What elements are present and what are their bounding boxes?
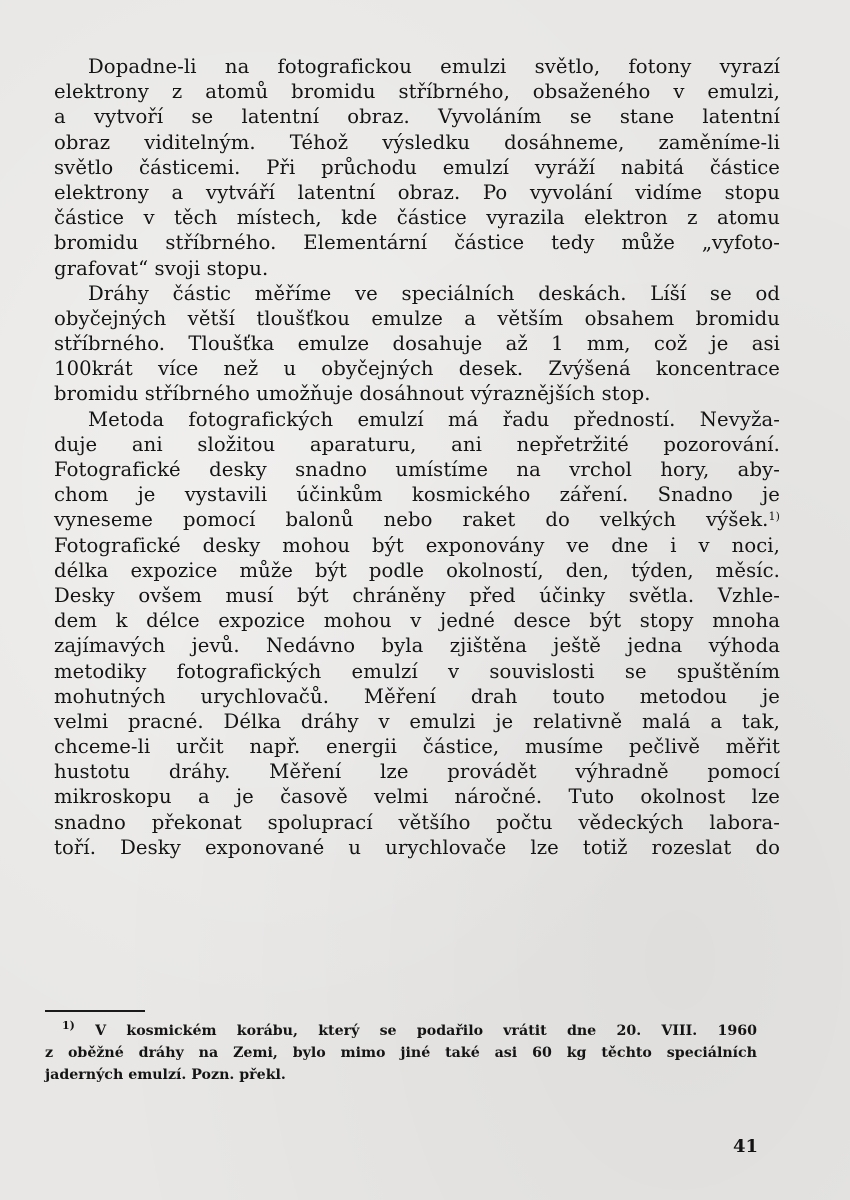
text-line: snadno překonat spoluprací většího počtu vědeckých labora- bbox=[54, 810, 780, 834]
text-line: mikroskopu a je časově velmi náročné. Tuto okolnost lze bbox=[54, 785, 780, 809]
text-line: hustotu dráhy. Měření lze provádět výhradně pomocí bbox=[54, 760, 780, 784]
text-line: metodiky fotografických emulzí v souvislosti se spuštěním bbox=[54, 659, 780, 683]
text-line: bromidu stříbrného umožňuje dosáhnout výraznějších stop. bbox=[54, 382, 651, 406]
footnote-line: z oběžné dráhy na Zemi, bylo mimo jiné také asi 60 kg těchto speciálních bbox=[45, 1045, 757, 1061]
paragraph-2 bbox=[54, 281, 780, 407]
text-line: stříbrného. Tloušťka emulze dosahuje až 1 mm, což je asi bbox=[54, 332, 780, 356]
footnote-line: jaderných emulzí. Pozn. překl. bbox=[45, 1067, 286, 1083]
text-line: Dopadne-li na fotografickou emulzi světlo, fotony vyrazí bbox=[88, 55, 780, 78]
text-line: obyčejných větší tloušťkou emulze a větším obsahem bromidu bbox=[54, 306, 780, 330]
text-line: částice v těch místech, kde částice vyrazila elektron z atomu bbox=[54, 206, 780, 230]
text-line: Desky ovšem musí být chráněny před účinky světla. Vzhle- bbox=[54, 583, 780, 607]
text-line: dem k délce expozice mohou v jedné desce být stopy mnoha bbox=[54, 609, 780, 633]
text-line: chom je vystavili účinkům kosmického záření. Snadno je bbox=[54, 483, 780, 507]
footnote-marker: 1) bbox=[62, 1019, 75, 1032]
text-line: zajímavých jevů. Nedávno byla zjištěna ještě jedna výhoda bbox=[54, 634, 780, 658]
main-text bbox=[54, 54, 780, 860]
text-line: bromidu stříbrného. Elementární částice tedy může „vyfoto- bbox=[54, 231, 780, 255]
text-line-with-footnote-ref bbox=[54, 507, 780, 532]
text-line: elektrony a vytváří latentní obraz. Po vyvolání vidíme stopu bbox=[54, 180, 780, 204]
text-line: chceme-li určit např. energii částice, musíme pečlivě měřit bbox=[54, 735, 780, 759]
text-line: Dráhy částic měříme ve speciálních deskách. Líší se od bbox=[88, 281, 780, 305]
paragraph-3 bbox=[54, 407, 780, 860]
footnote bbox=[45, 1020, 757, 1086]
text-line: mohutných urychlovačů. Měření drah touto metodou je bbox=[54, 684, 780, 708]
text-line: délka expozice může být podle okolností, den, týden, měsíc. bbox=[54, 558, 780, 582]
page-number: 41 bbox=[733, 1136, 759, 1157]
paragraph-1 bbox=[54, 54, 780, 281]
text-line: a vytvoří se latentní obraz. Vyvoláním se stane latentní bbox=[54, 105, 780, 129]
footnote-separator bbox=[45, 1010, 145, 1012]
text-line: duje ani složitou aparaturu, ani nepřetržité pozorování. bbox=[54, 432, 780, 456]
footnote-text: V kosmickém korábu, který se podařilo vrátit dne 20. VIII. 1960 bbox=[95, 1023, 757, 1039]
text-line: 100krát více než u obyčejných desek. Zvýšená koncentrace bbox=[54, 357, 780, 381]
text-line: toří. Desky exponované u urychlovače lze totiž rozeslat do bbox=[54, 835, 780, 859]
text-line: Fotografické desky mohou být exponovány ve dne i v noci, bbox=[54, 533, 780, 557]
footnote-reference[interactable]: 1) bbox=[768, 510, 780, 524]
text-line: Fotografické desky snadno umístíme na vrchol hory, aby- bbox=[54, 458, 780, 481]
text-line: obraz viditelným. Téhož výsledku dosáhneme, zaměníme-li bbox=[54, 130, 780, 154]
footnote-line bbox=[45, 1020, 757, 1042]
text-line-content: vyneseme pomocí balonů nebo raket do velkých výšek. bbox=[54, 508, 769, 532]
text-line: světlo částicemi. Při průchodu emulzí vyráží nabitá částice bbox=[54, 155, 780, 179]
text-line: grafovat“ svoji stopu. bbox=[54, 256, 269, 280]
text-line: Metoda fotografických emulzí má řadu předností. Nevyža- bbox=[88, 407, 780, 431]
text-line: elektrony z atomů bromidu stříbrného, obsaženého v emulzi, bbox=[54, 80, 780, 104]
text-line: velmi pracné. Délka dráhy v emulzi je relativně malá a tak, bbox=[54, 709, 780, 733]
